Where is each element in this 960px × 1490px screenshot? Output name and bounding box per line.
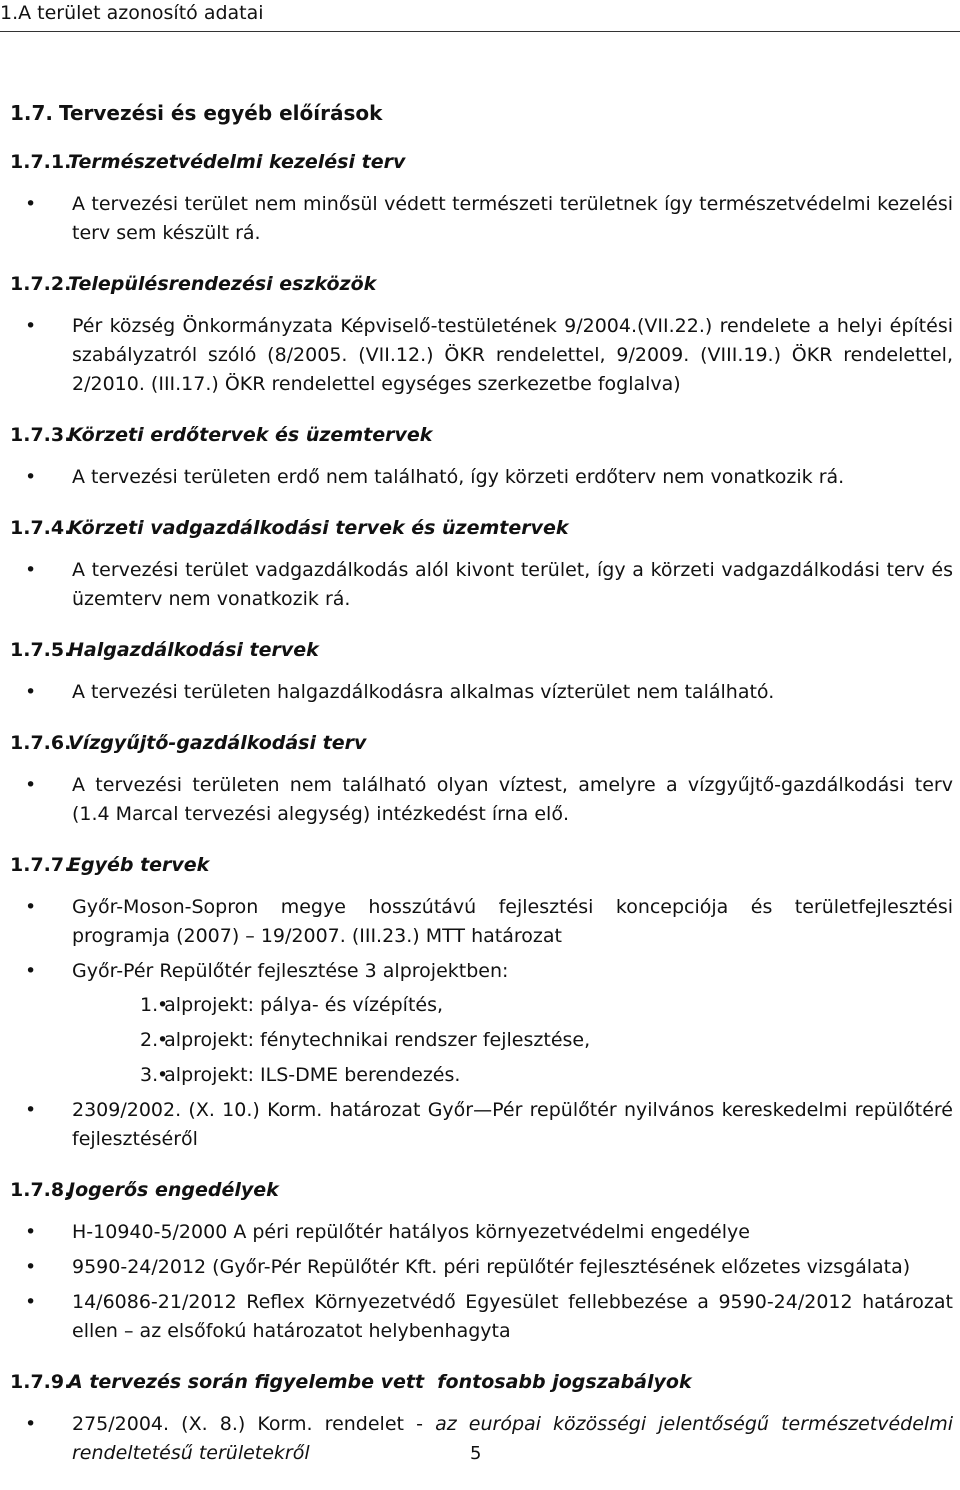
subsection-number: 1.7.6. [10,732,72,754]
subsection-title: Egyéb tervek [68,854,210,876]
bullet-list [10,463,953,492]
running-header: 1.A terület azonosító adatai [0,2,264,24]
list-item-text: Győr-Pér Repülőtér fejlesztése 3 alprojektben: [72,960,509,982]
subsection-heading [10,1176,953,1204]
regulation-title: az európai közösségi jelentőségű természetvédelmi rendeltetésű területekről [72,1413,953,1464]
bullet-list [10,190,953,248]
list-item: • Pér község Önkormányzata Képviselő-testületének 9/2004.(VII.22.) rendelete a helyi építési szabályzatról szóló (8/2005. (VII.12.) ÖKR rendelettel, 9/2009. (VIII.19.) ÖKR rendelettel, 2/2010. (III.17.) ÖKR rendelettel egységes szerkezetbe foglalva) [10,312,953,399]
subsection-number: 1.7.2. [10,273,72,295]
subsection-title: Jogerős engedélyek [68,1179,279,1201]
list-item: • A tervezési terület vadgazdálkodás alól kivont terület, így a körzeti vadgazdálkodási terv és üzemterv nem vonatkozik rá. [10,556,953,614]
subsection-title: Körzeti erdőtervek és üzemtervek [68,424,433,446]
list-item: • A tervezési területen halgazdálkodásra alkalmas vízterület nem található. [10,678,953,707]
list-item [10,1410,953,1468]
subsection-heading [10,1368,953,1396]
list-item: • Győr-Moson-Sopron megye hosszútávú fejlesztési koncepciója és területfejlesztési programja (2007) – 19/2007. (III.23.) MTT határozat [10,893,953,951]
subsection-heading [10,270,953,298]
subsection-heading [10,851,953,879]
bullet-list [10,556,953,614]
regulation-number: 275/2004. (X. 8.) Korm. rendelet - [72,1413,436,1435]
subsection-heading [10,636,953,664]
subsection-title: Halgazdálkodási tervek [68,639,319,661]
bullet-list [10,1410,953,1468]
subsection-heading [10,421,953,449]
subsection-number: 1.7.3. [10,424,72,446]
section-number: 1.7. [10,101,54,125]
list-item: • A tervezési területen nem található olyan víztest, amelyre a vízgyűjtő-gazdálkodási terv (1.4 Marcal tervezési alegység) intézkedést írna elő. [10,771,953,829]
subsection-heading [10,729,953,757]
document-body [10,98,953,1490]
list-item: • H-10940-5/2000 A péri repülőtér hatályos környezetvédelmi engedélye [10,1218,953,1247]
section-heading [10,98,953,128]
bullet-list [10,1218,953,1346]
subsection-title: Körzeti vadgazdálkodási tervek és üzemtervek [68,517,569,539]
section-title: Tervezési és egyéb előírások [58,101,383,125]
subsection-number: 1.7.1. [10,151,72,173]
list-item: • A tervezési terület nem minősül védett természeti területnek így természetvédelmi kezelési terv sem készült rá. [10,190,953,248]
nested-list-item: • 1. alprojekt: pálya- és vízépítés, [72,991,953,1020]
subsection-title: Vízgyűjtő-gazdálkodási terv [68,732,367,754]
subsection-heading [10,514,953,542]
list-item: • A tervezési területen erdő nem található, így körzeti erdőterv nem vonatkozik rá. [10,463,953,492]
bullet-list [10,678,953,707]
subsection-number: 1.7.9. [10,1371,72,1393]
bullet-list [10,771,953,829]
list-item [10,957,953,1090]
page-number: 5 [470,1443,482,1464]
list-item: • 9590-24/2012 (Győr-Pér Repülőtér Kft. péri repülőtér fejlesztésének előzetes vizsgálata) [10,1253,953,1282]
nested-list-item: • 3. alprojekt: ILS-DME berendezés. [72,1061,953,1090]
subsection-number: 1.7.8. [10,1179,72,1201]
list-item: • 14/6086-21/2012 Reflex Környezetvédő Egyesület fellebbezése a 9590-24/2012 határozat ellen – az elsőfokú határozatot helybenhagyta [10,1288,953,1346]
header-rule [0,31,960,32]
subsection-heading [10,148,953,176]
subsection-title: Természetvédelmi kezelési terv [68,151,406,173]
subsection-title: A tervezés során figyelembe vett fontosabb jogszabályok [68,1371,692,1393]
subsection-number: 1.7.7. [10,854,72,876]
subsection-number: 1.7.5. [10,639,72,661]
bullet-list [10,312,953,399]
subsection-title: Településrendezési eszközök [68,273,377,295]
nested-bullet-list [72,991,953,1090]
list-item: • 2309/2002. (X. 10.) Korm. határozat Győr—Pér repülőtér nyilvános kereskedelmi repülőtéré fejlesztéséről [10,1096,953,1154]
nested-list-item: • 2. alprojekt: fénytechnikai rendszer fejlesztése, [72,1026,953,1055]
subsection-number: 1.7.4. [10,517,72,539]
bullet-list [10,893,953,1154]
